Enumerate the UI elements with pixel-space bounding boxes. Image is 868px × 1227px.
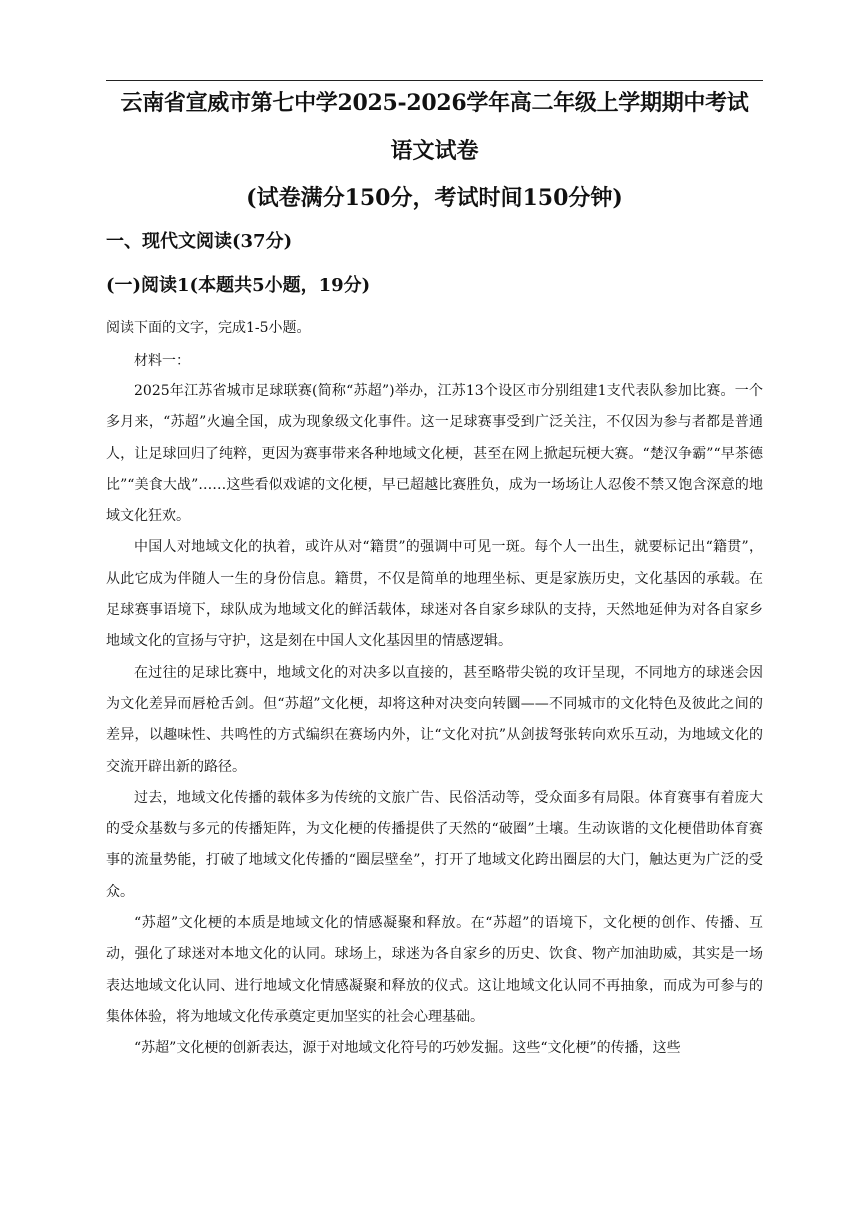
material-body xyxy=(106,376,763,1065)
reading-instructions: 阅读下面的文字，完成1-5小题。 xyxy=(106,320,311,336)
material-label: 材料一： xyxy=(134,353,190,369)
exam-subject-title: 语文试卷 xyxy=(390,138,479,164)
exam-duration-note: (试卷满分150分，考试时间150分钟) xyxy=(246,185,623,211)
paragraph: 中国人对地域文化的执着，或许从对“籍贯”的强调中可见一斑。每个人一出生，就要标记出“籍贯”，从此它成为伴随人一生的身份信息。籍贯，不仅是简单的地理坐标、更是家族历史，文化基因的承载。在足球赛事语境下，球队成为地域文化的鲜活载体，球迷对各自家乡球队的支持，天然地延伸为对各自家乡地域文化的宣扬与守护，这是刻在中国人文化基因里的情感逻辑。 xyxy=(106,539,763,650)
exam-title: 云南省宣威市第七中学2025-2026学年高二年级上学期期中考试 xyxy=(120,90,749,116)
section-heading: 一、现代文阅读(37分) xyxy=(106,231,293,252)
paragraph: “苏超”文化梗的本质是地域文化的情感凝聚和释放。在“苏超”的语境下，文化梗的创作、传播、互动，强化了球迷对本地文化的认同。球场上，球迷为各自家乡的历史、饮食、物产加油助威，其实是一场表达地域文化认同、进行地域文化情感凝聚和释放的仪式。这让地域文化认同不再抽象，而成为可参与的集体体验，将为地域文化传承奠定更加坚实的社会心理基础。 xyxy=(106,915,763,1025)
header-rule xyxy=(106,80,763,81)
paragraph: “苏超”文化梗的创新表达，源于对地域文化符号的巧妙发掘。这些“文化梗”的传播，这些 xyxy=(134,1040,681,1057)
paragraph: 过去，地域文化传播的载体多为传统的文旅广告、民俗活动等，受众面多有局限。体育赛事有着庞大的受众基数与多元的传播矩阵，为文化梗的传播提供了天然的“破圈”土壤。生动诙谐的文化梗借助体育赛事的流量势能，打破了地域文化传播的“圈层壁垒”，打开了地域文化跨出圈层的大门，触达更为广泛的受众。 xyxy=(106,789,763,900)
subsection-heading: (一)阅读1(本题共5小题，19分) xyxy=(106,275,371,296)
paragraph: 2025年江苏省城市足球联赛(简称“苏超”)举办，江苏13个设区市分别组建1支代表队参加比赛。一个多月来，“苏超”火遍全国，成为现象级文化事件。这一足球赛事受到广泛关注，不仅因为参与者都是普通人，让足球回归了纯粹，更因为赛事带来各种地域文化梗，甚至在网上掀起玩梗大赛。“楚汉争霸”“早茶德比”“美食大战”……这些看似戏谑的文化梗，早已超越比赛胜负，成为一场场让人忍俊不禁又饱含深意的地域文化狂欢。 xyxy=(106,383,763,525)
paragraph: 在过往的足球比赛中，地域文化的对决多以直接的，甚至略带尖锐的攻讦呈现，不同地方的球迷会因为文化差异而唇枪舌剑。但“苏超”文化梗，却将这种对决变向转圜——不同城市的文化特色及彼此之间的差异，以趣味性、共鸣性的方式编织在赛场内外，让“文化对抗”从剑拔弩张转向欢乐互动，为地域文化的交流开辟出新的路径。 xyxy=(106,664,763,775)
